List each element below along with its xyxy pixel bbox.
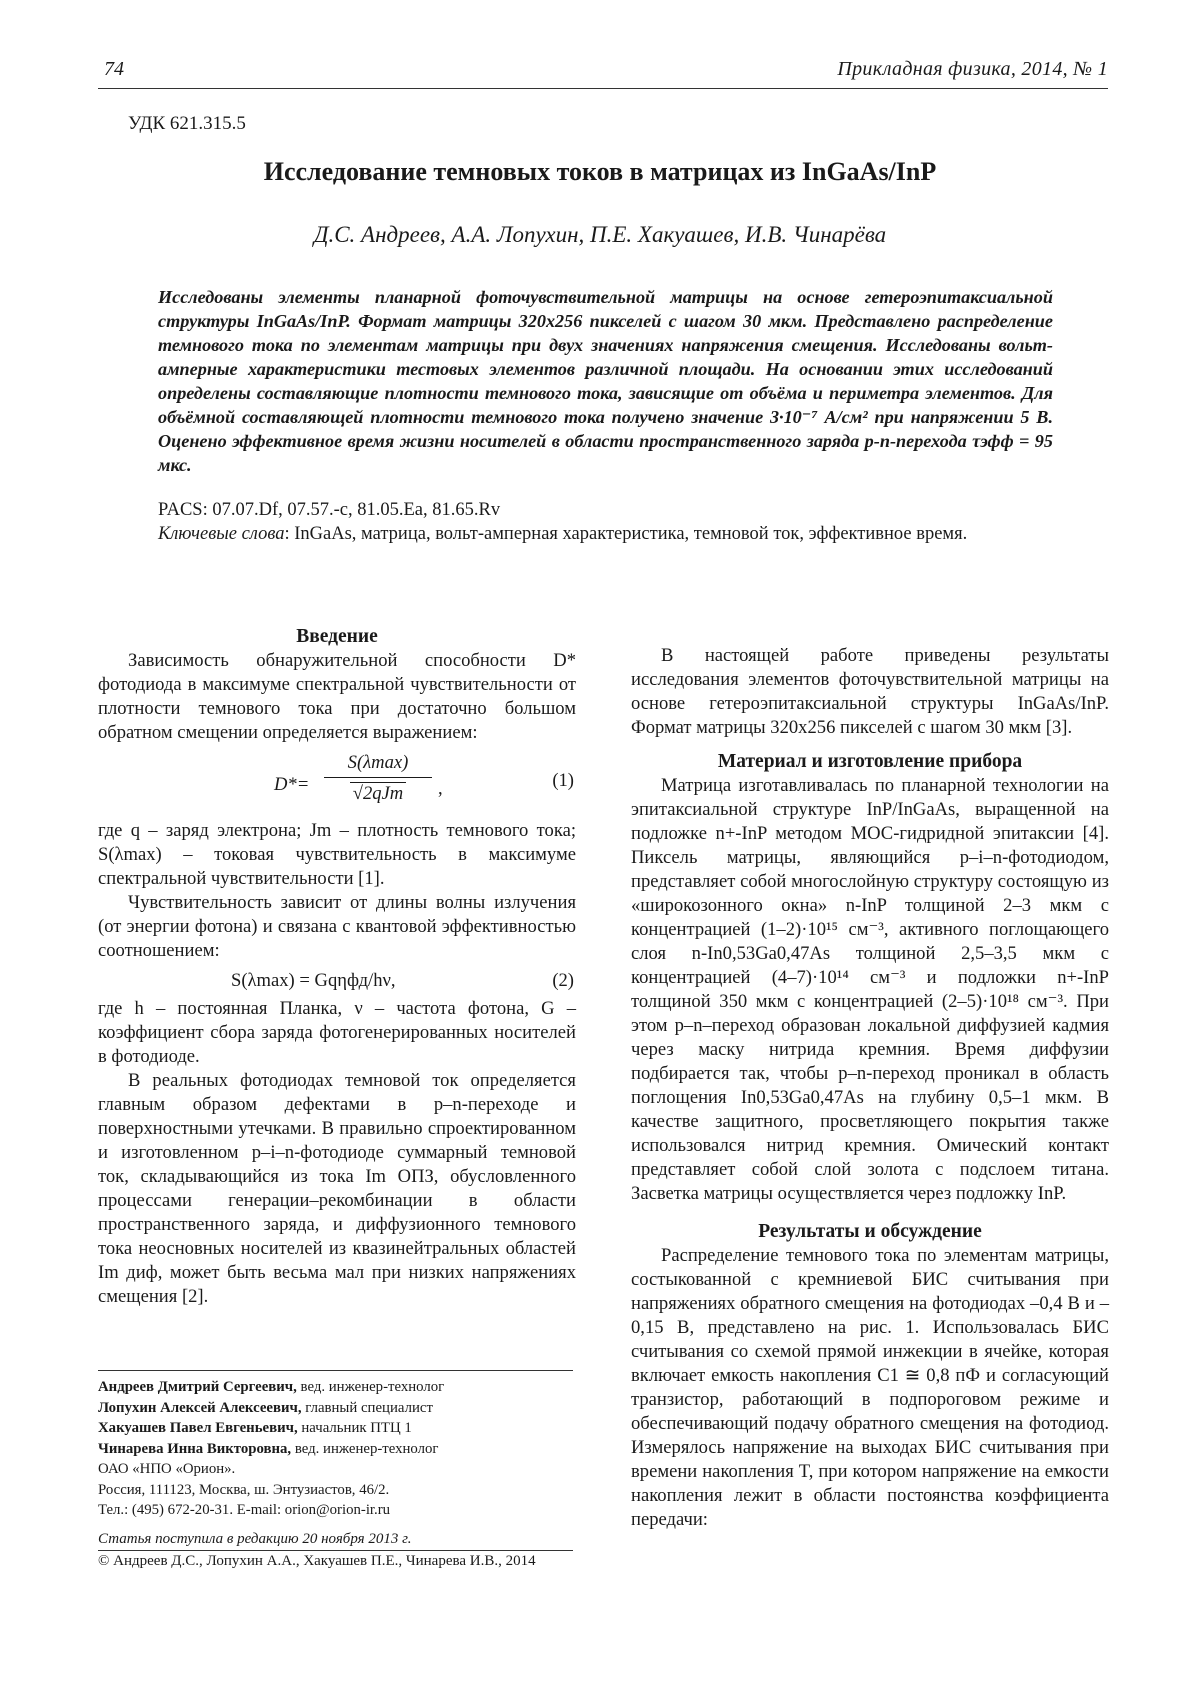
paragraph: Матрица изготавливалась по планарной технологии на эпитаксиальной структуре InP/InGaAs, выращенной на подложке n+-InP методом МОС-гидридной эпитаксии [4]. Пиксель матрицы, являющийся p–i–n-фотодиодом, представляет собой многослойную структуру состоящую из «широкозонного окна» n-InP толщиной 2–3 мкм с концентрацией (1–2)·10¹⁵ см⁻³, активного поглощающего слоя n-In0,53Ga0,47As толщиной 2,5–3,5 мкм с концентрацией (4–7)·10¹⁴ см⁻³ и подложки n+-InP толщиной 350 мкм с концентрацией (2–5)·10¹⁸ см⁻³. При этом p–n–переход образован локальной диффузией кадмия через маску нитрида кремния. Время диффузии подбирается так, чтобы p–n-переход проникал в область поглощения In0,53Ga0,47As на глубину 0,5–1 мкм. В качестве защитного, просветляющего покрытия также использовался нитрид кремния. Омический контакт представляет собой слой золота с подслоем титана. Засветка матрицы осуществляется через подложку InP. <box>631 775 1109 1204</box>
paragraph: В реальных фотодиодах темновой ток определяется главным образом дефектами в p–n-переходе и поверхностными утечками. В правильно спроектированном и изготовленном p–i–n-фотодиоде суммарный темновой ток, складывающийся из тока Im ОПЗ, обусловленного процессами генерации–рекомбинации в области пространственного заряда, и диффузионного темнового тока неосновных носителей из квазинейтральных областей Im диф, может быть весьма мал при низких напряжениях смещения [2]. <box>98 1070 576 1307</box>
copyright: © Андреев Д.С., Лопухин А.А., Хакуашев П.Е., Чинарева И.В., 2014 <box>98 1553 536 1569</box>
formula-2-expression: S(λmax) = Gqηфд/hν, <box>231 970 396 991</box>
author-role: начальник ПТЦ 1 <box>297 1420 412 1436</box>
paragraph: где q – заряд электрона; Jm – плотность темнового тока; S(λmax) – токовая чувствительность в максимуме спектральной чувствительности [1]. <box>98 820 576 889</box>
author-name: Чинарева Инна Викторовна, <box>98 1440 292 1457</box>
received-date: Статья поступила в редакцию 20 ноября 2013 г. <box>98 1531 412 1547</box>
footnote-rule <box>98 1370 573 1371</box>
equation-number-2: (2) <box>552 970 574 991</box>
author-name: Хакуашев Павел Евгеньевич, <box>98 1420 298 1436</box>
author-name: Лопухин Алексей Алексеевич, <box>98 1399 302 1416</box>
formula-1: D*= S(λmax) √2qJm , (1) <box>274 752 574 804</box>
paragraph: Зависимость обнаружительной способности D* фотодиода в максимуме спектральной чувствительности от плотности темнового тока при достаточно большом обратном смещении определяется выражением: <box>98 650 576 743</box>
udk-code: УДК 621.315.5 <box>128 113 246 134</box>
article-authors: Д.С. Андреев, А.А. Лопухин, П.Е. Хакуашев, И.В. Чинарёва <box>313 222 887 247</box>
paragraph: Чувствительность зависит от длины волны излучения (от энергии фотона) и связана с квантовой эффективностью соотношением: <box>98 892 576 961</box>
organization: ОАО «НПО «Орион». <box>98 1461 236 1477</box>
left-column <box>98 625 576 1309</box>
address: Россия, 111123, Москва, ш. Энтузиастов, 46/2. <box>98 1481 390 1498</box>
paragraph: где h – постоянная Планка, ν – частота фотона, G – коэффициент сбора заряда фотогенерированных носителей в фотодиоде. <box>98 998 576 1067</box>
paragraph: Распределение темнового тока по элементам матрицы, состыкованной с кремниевой БИС считывания при напряжениях обратного смещения на фотодиодах –0,4 В и –0,15 В, представлено на рис. 1. Использовалась БИС считывания со схемой прямой инжекции в ячейке, которая включает емкость накопления C1 ≅ 0,8 пФ и согласующий транзистор, работающий в подпороговом режиме и обеспечивающий подачу обратного смещения на фотодиод. Измерялось напряжение на выходах БИС считывания при времени накопления T, при котором напряжение на емкости накопления лежит в области постоянства коэффициента передачи: <box>631 1245 1109 1530</box>
author-name: Андреев Дмитрий Сергеевич, <box>98 1379 297 1395</box>
abstract: Исследованы элементы планарной фоточувствительной матрицы на основе гетероэпитаксиальной структуры InGaAs/InP. Формат матрицы 320x256 пикселей с шагом 30 мкм. Представлено распределение темнового тока по элементам матрицы при двух значениях напряжения смещения. Исследованы вольт-амперные характеристики тестовых элементов различной площади. На основании этих исследований определены составляющие плотности темнового тока, зависящие от объёма и периметра элементов. Для объёмной составляющей плотности темнового тока получено значение 3·10⁻⁷ А/см² при напряжении 5 В. Оценено эффективное время жизни носителей в области пространственного заряда p-n-перехода τэфф = 95 мкс. <box>158 287 1053 475</box>
section-heading-results: Результаты и обсуждение <box>758 1221 982 1242</box>
section-heading-materials: Материал и изготовление прибора <box>717 751 1023 772</box>
formula-1-denominator: √2qJm <box>350 782 406 804</box>
paragraph: В настоящей работе приведены результаты исследования элементов фоточувствительной матрицы на основе гетероэпитаксиальной структуры InGaAs/InP. Формат матрицы 320x256 пикселей с шагом 30 мкм [3]. <box>631 645 1109 738</box>
section-heading-intro: Введение <box>296 626 378 647</box>
formula-1-numerator: S(λmax) <box>324 751 432 778</box>
right-column <box>631 644 1109 1532</box>
pacs-codes: PACS: 07.07.Df, 07.57.-c, 81.05.Ea, 81.65.Rv <box>158 500 501 520</box>
copyright-rule <box>98 1550 573 1551</box>
page-number: 74 <box>104 58 124 80</box>
keywords <box>158 524 1058 545</box>
author-role: вед. инженер-технолог <box>296 1379 445 1395</box>
author-role: вед. инженер-технолог <box>291 1440 439 1457</box>
keywords-label: Ключевые слова <box>158 524 285 544</box>
author-footnote <box>98 1377 578 1521</box>
formula-1-lhs: D*= <box>274 774 310 795</box>
header-rule <box>98 88 1108 89</box>
formula-2 <box>98 967 576 997</box>
keywords-text: : InGaAs, матрица, вольт-амперная характеристика, темновой ток, эффективное время. <box>284 524 968 544</box>
article-title: Исследование темновых токов в матрицах из InGaAs/InP <box>263 157 937 186</box>
contact-info: Тел.: (495) 672-20-31. E-mail: orion@orion-ir.ru <box>98 1502 391 1518</box>
author-role: главный специалист <box>301 1399 433 1416</box>
formula-1-fraction <box>324 751 432 806</box>
journal-title: Прикладная физика, 2014, № 1 <box>837 58 1108 80</box>
equation-number-1: (1) <box>552 770 574 791</box>
